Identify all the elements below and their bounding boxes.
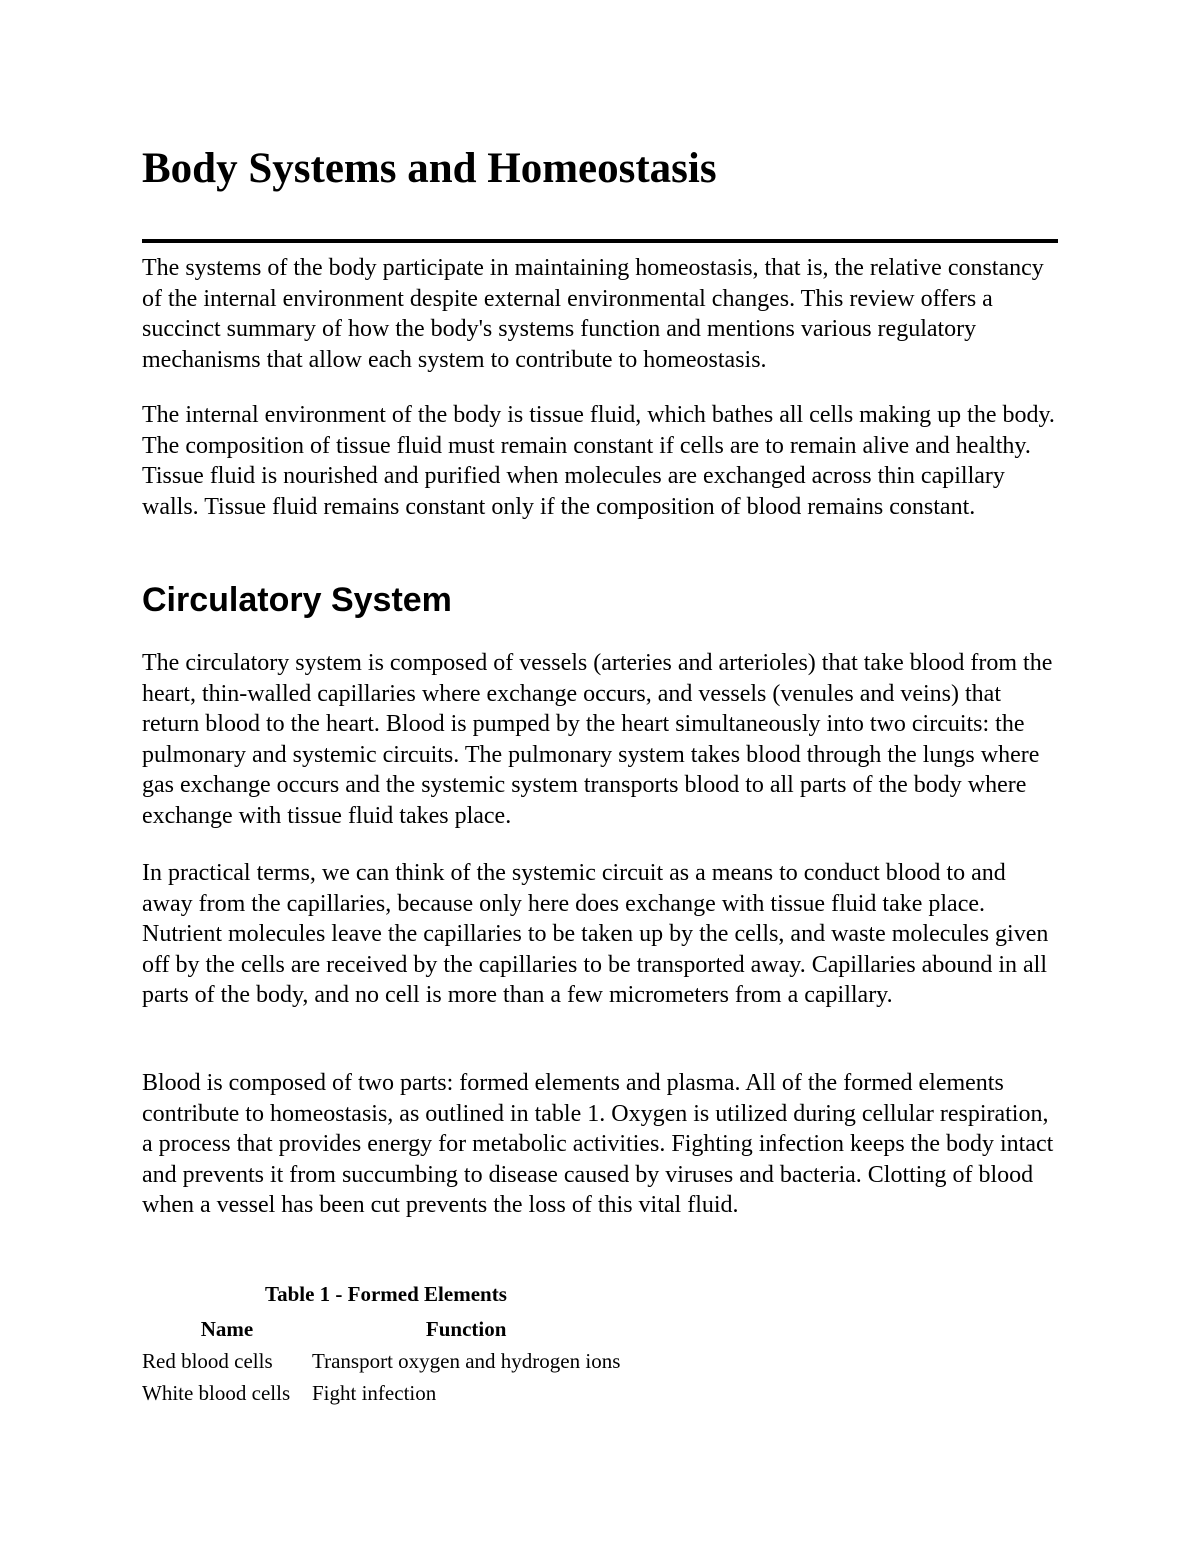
circulatory-paragraph-2: In practical terms, we can think of the systemic circuit as a means to conduct blood to and away from the capillaries, because only here does exchange with tissue fluid take place. Nutrient molecules leave the capillaries to be taken up by the cells, and waste molecules given off by the cells are received by the capillaries to be transported away. Capillaries abound in all parts of the body, and no cell is more than a few micrometers from a capillary. [142, 860, 1049, 1008]
table-header-row [142, 1313, 620, 1345]
circulatory-paragraph-1: The circulatory system is composed of vessels (arteries and arterioles) that take blood from the heart, thin-walled capillaries where exchange occurs, and vessels (venules and veins) that return blood to the heart. Blood is pumped by the heart simultaneously into two circuits: the pulmonary and systemic circuits. The pulmonary system takes blood through the lungs where gas exchange occurs and the systemic system transports blood to all parts of the body where exchange with tissue fluid takes place. [142, 650, 1053, 829]
intro-paragraph-1: The systems of the body participate in maintaining homeostasis, that is, the relative constancy of the internal environment despite external environmental changes. This review offers a succinct summary of how the body's systems function and mentions various regulatory mechanisms that allow each system to contribute to homeostasis. [142, 255, 1044, 373]
table-row [142, 1377, 620, 1409]
table-header-name: Name [200, 1317, 254, 1341]
circulatory-paragraph-3: Blood is composed of two parts: formed elements and plasma. All of the formed elements contribute to homeostasis, as outlined in table 1. Oxygen is utilized during cellular respiration, a process that provides energy for metabolic activities. Fighting infection keeps the body intact and prevents it from succumbing to disease caused by viruses and bacteria. Clotting of blood when a vessel has been cut prevents the loss of this vital fluid. [142, 1070, 1054, 1218]
table-header-function: Function [425, 1317, 507, 1341]
table-caption: Table 1 - Formed Elements [265, 1282, 507, 1306]
table-cell-name: White blood cells [142, 1381, 291, 1405]
intro-paragraph-2: The internal environment of the body is tissue fluid, which bathes all cells making up the body. The composition of tissue fluid must remain constant if cells are to remain alive and healthy. Tissue fluid is nourished and purified when molecules are exchanged across thin capillary walls. Tissue fluid remains constant only if the composition of blood remains constant. [142, 402, 1055, 520]
title-divider [142, 239, 1058, 243]
formed-elements-table [142, 1313, 620, 1409]
table-cell-name: Red blood cells [142, 1349, 273, 1373]
table-cell-function: Fight infection [312, 1381, 437, 1405]
page-title: Body Systems and Homeostasis [142, 145, 717, 192]
section-heading-circulatory: Circulatory System [142, 581, 452, 619]
table-row [142, 1345, 620, 1377]
table-cell-function: Transport oxygen and hydrogen ions [312, 1349, 621, 1373]
